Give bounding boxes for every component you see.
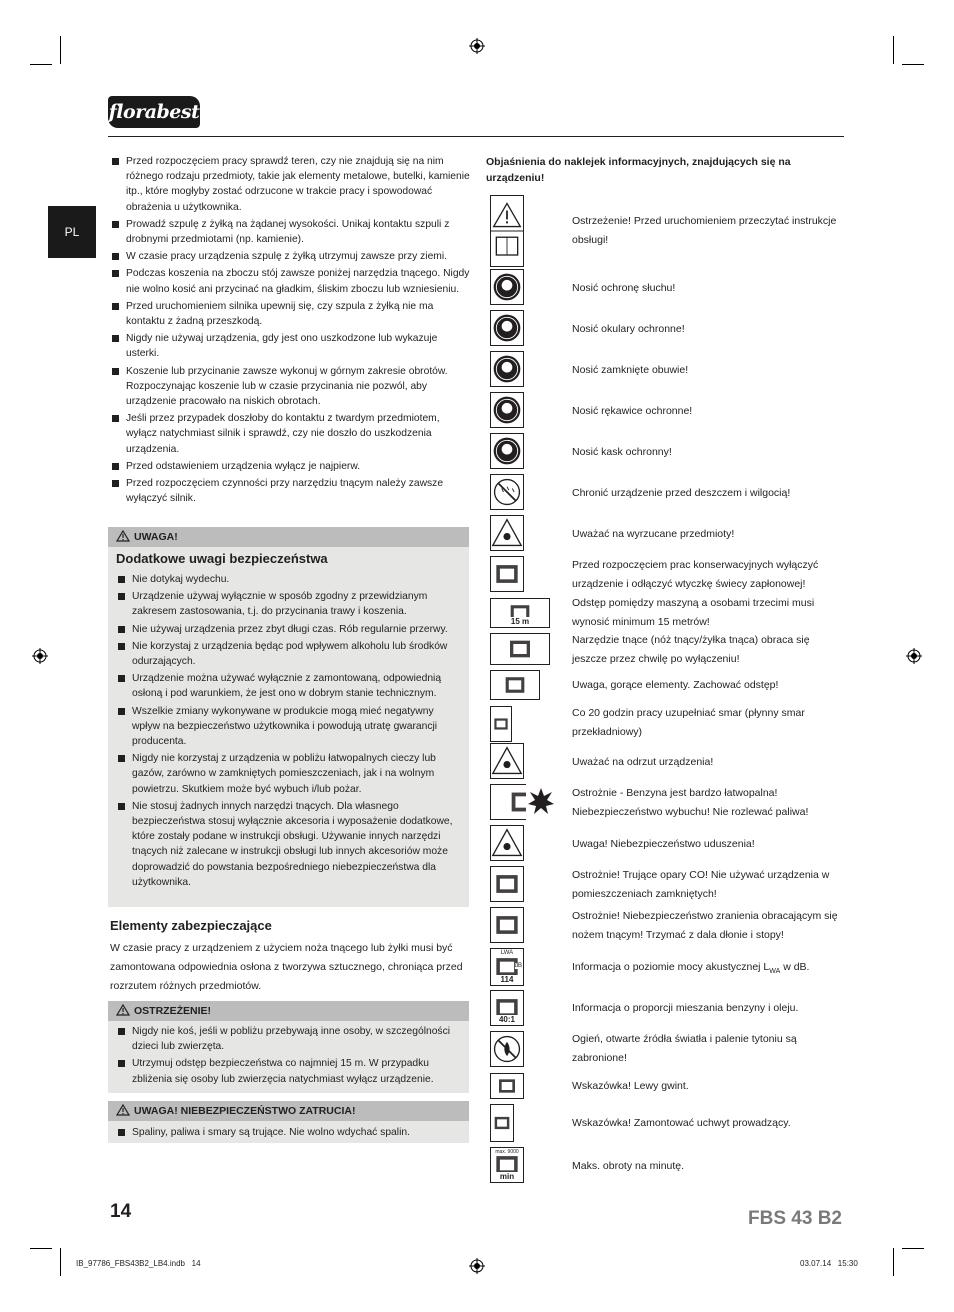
symbol-description: Maks. obroty na minutę.: [572, 1160, 685, 1172]
list-item: Prowadź szpulę z żyłką na żądanej wysokości. Unikaj kontaktu szpuli z drobnymi przedmiotami (np. kamienie).: [110, 217, 470, 247]
list-item: Urządzenie można używać wyłącznie z zamontowaną, odpowiednią osłoną i pod warunkiem, że jest ono w dobrym stanie technicznym.: [116, 671, 464, 701]
list-item: Spaliny, paliwa i smary są trujące. Nie wolno wdychać spalin.: [116, 1125, 464, 1140]
grease-icon: [490, 706, 512, 742]
suffocation-icon: [490, 825, 524, 861]
crop-mark: [893, 36, 894, 64]
list-item: Nigdy nie używaj urządzenia, gdy jest ono uszkodzone lub wykazuje usterki.: [110, 331, 470, 361]
symbol-description: Przed rozpoczęciem prac konserwacyjnych wyłączyć urządzenie i odłączyć wtyczkę świecy zapłonowej!: [572, 559, 819, 590]
explosion-icon: [526, 784, 556, 820]
no-fire-icon: [490, 1031, 524, 1067]
header-rule: [108, 136, 844, 137]
list-item: Wszelkie zmiany wykonywane w produkcie mogą mieć negatywny wpływ na bezpieczeństwo użytkownika i powodują utratę gwarancji producenta.: [116, 704, 464, 750]
symbol-description: Co 20 godzin pracy uzupełniać smar (płynny smar przekładniowy): [572, 707, 805, 738]
symbol-unit: dB: [514, 963, 522, 969]
symbol-description-main: Informacja o poziomie mocy akustycznej L: [572, 961, 770, 973]
crop-mark: [60, 1248, 61, 1276]
symbol-label: 40:1: [491, 1015, 523, 1024]
list-item: Przed rozpoczęciem pracy sprawdź teren, czy nie znajdują się na nim różnego rodzaju przedmioty, takie jak elementy metalowe, butelki, kamienie itp., które mogłyby zostać odrzucone w trakcie pracy i spowodować obrażenia u użytkownika.: [110, 154, 470, 215]
symbol-label: min: [491, 1172, 523, 1181]
warning-manual-icon: [490, 195, 524, 267]
ostrzezenie-bullets: [116, 1024, 464, 1089]
symbol-description: Nosić zamknięte obuwie!: [572, 364, 689, 376]
goggles-icon: [490, 310, 524, 346]
registration-mark-icon: [906, 648, 922, 664]
ostrzezenie-bar: [108, 1001, 469, 1021]
list-item: W czasie pracy urządzenia szpulę z żyłką utrzymuj zawsze przy ziemi.: [110, 249, 470, 264]
symbols-heading: Objaśnienia do naklejek informacyjnych, znajdujących się na urządzeniu!: [486, 156, 791, 184]
elements-paragraph: W czasie pracy z urządzeniem z użyciem noża tnącego lub żyłki musi być zamontowana odpowiednia osłona z tworzywa sztucznego, chroniąca przed rozrzutem różnych przedmiotów.: [110, 942, 463, 992]
max-rpm-icon: [490, 1147, 524, 1183]
poison-bar: [108, 1101, 469, 1121]
model-name: FBS 43 B2: [748, 1208, 842, 1229]
distance-icon: [490, 598, 550, 628]
poison-bullets: [116, 1125, 464, 1142]
page-number: 14: [110, 1201, 132, 1222]
list-item: Nie korzystaj z urządzenia będąc pod wpływem alkoholu lub środków odurzających.: [116, 639, 464, 669]
extra-safety-bullets: [116, 572, 464, 892]
list-item: Nie używaj urządzenia przez zbyt długi czas. Rób regularnie przerwy.: [116, 622, 464, 637]
helmet-icon: [490, 433, 524, 469]
list-item: Jeśli przez przypadek doszłoby do kontaktu z twardym przedmiotem, wyłącz natychmiast silnik i sprawdź, czy nie doszło do uszkodzenia urządzenia.: [110, 411, 470, 457]
symbol-description-sub: WA: [769, 968, 781, 976]
symbol-description: Ostrożnie! Niebezpieczeństwo zranienia obracającym się nożem tnącym! Trzymać z dala dłonie i stopy!: [572, 910, 838, 941]
uwaga-label: UWAGA!: [134, 531, 178, 543]
language-tab: PL: [48, 206, 96, 258]
guide-handle-icon: [490, 1104, 514, 1142]
symbol-description: Uważać na wyrzucane przedmioty!: [572, 528, 735, 540]
crop-mark: [902, 1248, 924, 1249]
left-thread-icon: [490, 1073, 524, 1099]
list-item: Urządzenie używaj wyłącznie w sposób zgodny z przewidzianym zakresem zastosowania, t.j. do przycinania trawy i koszenia.: [116, 589, 464, 619]
symbol-description: Nosić ochronę słuchu!: [572, 282, 676, 294]
list-item: Nie dotykaj wydechu.: [116, 572, 464, 587]
symbol-description: Nosić kask ochronny!: [572, 446, 672, 458]
crop-mark: [60, 36, 61, 64]
co-fumes-icon: [490, 866, 524, 902]
spark-plug-icon: [490, 556, 524, 592]
hot-surface-icon: [490, 670, 540, 700]
symbol-description: Ogień, otwarte źródła światła i palenie tytoniu są zabronione!: [572, 1033, 797, 1064]
registration-mark-icon: [32, 648, 48, 664]
poison-label: UWAGA! NIEBEZPIECZEŃSTWO ZATRUCIA!: [134, 1105, 356, 1117]
elements-heading: Elementy zabezpieczające: [110, 918, 272, 933]
list-item: Przed odstawieniem urządzenia wyłącz je najpierw.: [110, 459, 470, 474]
symbol-description: Ostrożnie! Trujące opary CO! Nie używać urządzenia w pomieszczeniach zamkniętych!: [572, 869, 830, 900]
mix-ratio-icon: [490, 990, 524, 1026]
ostrzezenie-label: OSTRZEŻENIE!: [134, 1005, 212, 1017]
kickback-icon: [490, 743, 524, 779]
symbol-description: Odstęp pomiędzy maszyną a osobami trzecimi musi wynosić minimum 15 metrów!: [572, 597, 815, 628]
brand-logo: florabest: [108, 96, 200, 128]
flying-objects-icon: [490, 515, 524, 551]
sound-power-icon: [490, 948, 524, 986]
symbol-description: Chronić urządzenie przed deszczem i wilgocią!: [572, 487, 791, 499]
symbol-description: Wskazówka! Zamontować uchwyt prowadzący.: [572, 1117, 791, 1129]
symbol-description: Ostrożnie - Benzyna jest bardzo łatwopalna! Niebezpieczeństwo wybuchu! Nie rozlewać paliwa!: [572, 787, 809, 818]
warning-triangle-icon: [116, 1104, 130, 1116]
no-rain-icon: [490, 474, 524, 510]
symbol-description: Ostrzeżenie! Przed uruchomieniem przeczytać instrukcje obsługi!: [572, 215, 837, 246]
symbol-description-after: w dB.: [780, 961, 810, 973]
symbol-label: 114: [491, 975, 523, 984]
symbol-description: Informacja o proporcji mieszania benzyny i oleju.: [572, 1002, 799, 1014]
list-item: Utrzymuj odstęp bezpieczeństwa co najmniej 15 m. W przypadku zbliżenia się osoby lub zwierzęcia natychmiast wyłącz urządzenie.: [116, 1056, 464, 1086]
boots-icon: [490, 351, 524, 387]
gloves-icon: [490, 392, 524, 428]
symbol-description: Nosić rękawice ochronne!: [572, 405, 693, 417]
list-item: Nigdy nie korzystaj z urządzenia w pobliżu łatwopalnych cieczy lub gazów, zarówno w zamkniętych pomieszczeniach, jak i na wolnym powietrzu. Skutkiem może być wybuch i/lub pożar.: [116, 751, 464, 797]
symbol-description: Uważać na odrzut urządzenia!: [572, 756, 714, 768]
list-item: Nie stosuj żadnych innych narzędzi tnących. Dla własnego bezpieczeństwa stosuj wyłącznie akcesoria i wyposażenie dodatkowe, które zostały podane w instrukcji obsługi. Używanie innych narzędzi tnących niż zalecane w instrukcji obsługi lub innych akcesoriów może doprowadzić do powstania bezpośredniego niebezpieczeństwa dla użytkownika.: [116, 799, 464, 890]
symbol-sub-label: max. 9000: [491, 1149, 523, 1155]
symbol-top-label: LWA: [491, 950, 523, 956]
symbol-description: Wskazówka! Lewy gwint.: [572, 1080, 689, 1092]
list-item: Nigdy nie koś, jeśli w pobliżu przebywają inne osoby, w szczególności dzieci lub zwierzęta.: [116, 1024, 464, 1054]
footer-file: IB_97786_FBS43B2_LB4.indb 14: [76, 1259, 201, 1268]
registration-mark-icon: [469, 38, 485, 54]
symbol-label: 15 m: [491, 617, 549, 626]
crop-mark: [893, 1248, 894, 1276]
blade-hand-icon: [490, 907, 524, 943]
symbol-description: [572, 958, 842, 981]
rotating-blade-icon: [490, 633, 550, 665]
safety-bullets: [110, 154, 470, 508]
symbol-description: Uwaga, gorące elementy. Zachować odstęp!: [572, 679, 779, 691]
symbol-description: Nosić okulary ochronne!: [572, 323, 685, 335]
crop-mark: [902, 64, 924, 65]
list-item: Przed uruchomieniem silnika upewnij się, czy szpula z żyłką nie ma kontaktu z żadną przeszkodą.: [110, 299, 470, 329]
list-item: Przed rozpoczęciem czynności przy narzędziu tnącym należy zawsze wyłączyć silnik.: [110, 476, 470, 506]
crop-mark: [30, 64, 52, 65]
ear-protection-icon: [490, 269, 524, 305]
symbol-description: Narzędzie tnące (nóż tnący/żyłka tnąca) obraca się jeszcze przez chwilę po wyłączeniu!: [572, 634, 810, 665]
crop-mark: [30, 1248, 52, 1249]
extra-safety-heading: Dodatkowe uwagi bezpieczeństwa: [116, 551, 328, 566]
warning-triangle-icon: [116, 530, 130, 542]
list-item: Podczas koszenia na zboczu stój zawsze poniżej narzędzia tnącego. Nigdy nie wolno kosić ani przycinać na gładkim, śliskim zboczu lub wzniesieniu.: [110, 266, 470, 296]
registration-mark-icon: [469, 1258, 485, 1274]
symbol-description: Uwaga! Niebezpieczeństwo uduszenia!: [572, 838, 755, 850]
warning-triangle-icon: [116, 1004, 130, 1016]
list-item: Koszenie lub przycinanie zawsze wykonuj w górnym zakresie obrotów. Rozpoczynając koszenie lub w czasie przycinania nie pozwól, aby urządzenie pracowało na niskich obrotach.: [110, 364, 470, 410]
footer-date: 03.07.14 15:30: [800, 1259, 858, 1268]
uwaga-bar: [108, 527, 469, 547]
